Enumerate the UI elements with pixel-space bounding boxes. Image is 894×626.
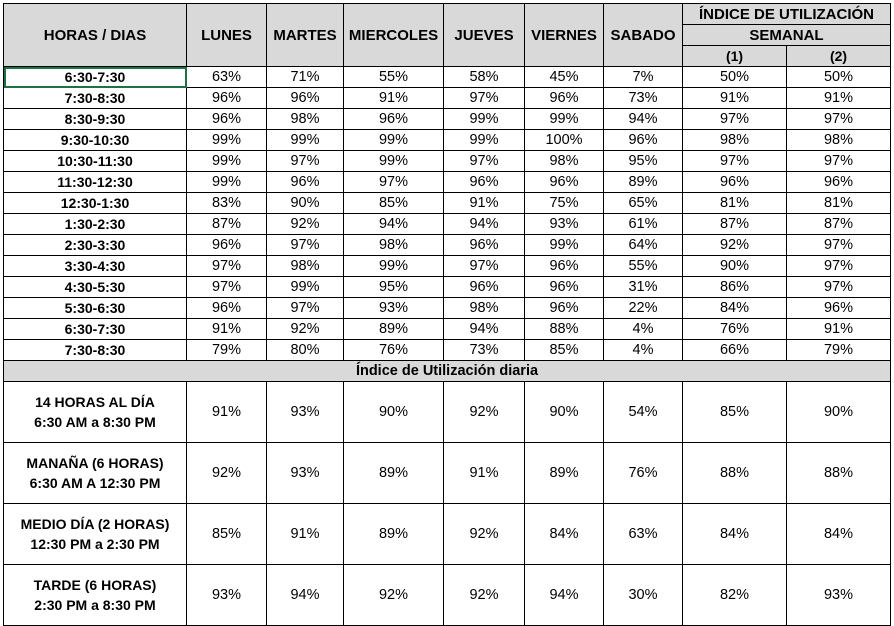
row-label-line2: 12:30 PM a 2:30 PM [30,536,160,552]
utilization-table [3,3,891,626]
value-cell[interactable]: 99% [444,109,525,130]
value-cell[interactable]: 98% [787,130,891,151]
value-cell[interactable]: 71% [267,67,344,88]
value-cell[interactable]: 96% [525,172,604,193]
header-day-viernes[interactable]: VIERNES [525,4,604,67]
value-cell[interactable]: 91% [444,193,525,214]
row-label-cell[interactable]: 5:30-6:30 [4,298,187,319]
value-cell[interactable]: 81% [787,193,891,214]
row-label-line2: 6:30 AM a 8:30 PM [34,414,156,430]
value-cell[interactable]: 96% [187,235,267,256]
value-cell[interactable]: 89% [604,172,683,193]
value-cell[interactable]: 96% [187,298,267,319]
value-cell[interactable]: 88% [787,443,891,504]
value-cell[interactable]: 97% [787,256,891,277]
row-label-cell[interactable]: 10:30-11:30 [4,151,187,172]
value-cell[interactable]: 96% [267,172,344,193]
value-cell[interactable]: 96% [525,298,604,319]
value-cell[interactable]: 30% [604,565,683,626]
value-cell[interactable]: 96% [344,109,444,130]
value-cell[interactable]: 84% [683,504,787,565]
value-cell[interactable]: 96% [444,277,525,298]
table-row [4,382,891,443]
table-row [4,109,891,130]
value-cell[interactable]: 54% [604,382,683,443]
row-label-cell[interactable]: 12:30-1:30 [4,193,187,214]
header-day-lunes[interactable]: LUNES [187,4,267,67]
daily-section-title[interactable]: Índice de Utilización diaria [4,361,891,382]
header-day-miercoles[interactable]: MIERCOLES [344,4,444,67]
value-cell[interactable]: 97% [683,109,787,130]
value-cell[interactable]: 90% [267,193,344,214]
value-cell[interactable]: 88% [683,443,787,504]
value-cell[interactable]: 93% [787,565,891,626]
value-cell[interactable]: 98% [525,151,604,172]
value-cell[interactable]: 22% [604,298,683,319]
value-cell[interactable]: 86% [683,277,787,298]
value-cell[interactable]: 99% [344,151,444,172]
value-cell[interactable]: 76% [604,443,683,504]
value-cell[interactable]: 89% [344,504,444,565]
value-cell[interactable]: 91% [267,504,344,565]
value-cell[interactable]: 84% [787,504,891,565]
daily-rows [4,382,891,626]
value-cell[interactable]: 79% [187,340,267,361]
value-cell[interactable]: 99% [344,130,444,151]
row-label-cell[interactable]: 2:30-3:30 [4,235,187,256]
value-cell[interactable]: 87% [683,214,787,235]
value-cell[interactable]: 91% [187,382,267,443]
value-cell[interactable]: 97% [787,151,891,172]
value-cell[interactable]: 82% [683,565,787,626]
value-cell[interactable]: 93% [267,382,344,443]
row-label-cell[interactable]: 8:30-9:30 [4,109,187,130]
value-cell[interactable]: 99% [444,130,525,151]
value-cell[interactable]: 98% [344,235,444,256]
value-cell[interactable]: 97% [267,151,344,172]
value-cell[interactable]: 84% [525,504,604,565]
value-cell[interactable]: 83% [187,193,267,214]
row-label-cell[interactable]: 6:30-7:30 [4,319,187,340]
value-cell[interactable]: 94% [344,214,444,235]
value-cell[interactable]: 97% [787,109,891,130]
value-cell[interactable]: 93% [267,443,344,504]
value-cell[interactable]: 98% [267,256,344,277]
row-label-cell[interactable]: 6:30-7:30 [4,67,187,88]
row-label-line1: 14 HORAS AL DÍA [35,394,155,410]
row-label-cell[interactable]: 7:30-8:30 [4,340,187,361]
row-label-line1: MEDIO DÍA (2 HORAS) [20,516,170,532]
value-cell[interactable]: 98% [683,130,787,151]
value-cell[interactable]: 97% [444,88,525,109]
value-cell[interactable]: 99% [267,130,344,151]
row-label-cell[interactable] [4,382,187,443]
value-cell[interactable]: 96% [604,130,683,151]
value-cell[interactable]: 80% [267,340,344,361]
value-cell[interactable]: 58% [444,67,525,88]
value-cell[interactable]: 50% [787,67,891,88]
value-cell[interactable]: 93% [187,565,267,626]
table-row [4,443,891,504]
value-cell[interactable]: 99% [525,235,604,256]
value-cell[interactable]: 85% [344,193,444,214]
value-cell[interactable]: 93% [525,214,604,235]
value-cell[interactable]: 55% [604,256,683,277]
table-row [4,235,891,256]
row-label-cell[interactable]: 9:30-10:30 [4,130,187,151]
row-label-cell[interactable]: 3:30-4:30 [4,256,187,277]
value-cell[interactable]: 99% [344,256,444,277]
value-cell[interactable]: 4% [604,319,683,340]
value-cell[interactable]: 94% [525,565,604,626]
value-cell[interactable]: 96% [525,277,604,298]
value-cell[interactable]: 97% [187,256,267,277]
header-day-sabado[interactable]: SABADO [604,4,683,67]
value-cell[interactable]: 73% [444,340,525,361]
row-label-line1: TARDE (6 HORAS) [33,577,157,593]
value-cell[interactable]: 91% [787,88,891,109]
value-cell[interactable]: 97% [787,235,891,256]
value-cell[interactable]: 50% [683,67,787,88]
value-cell[interactable]: 91% [344,88,444,109]
value-cell[interactable]: 63% [187,67,267,88]
value-cell[interactable]: 97% [787,277,891,298]
value-cell[interactable]: 87% [187,214,267,235]
value-cell[interactable]: 91% [187,319,267,340]
value-cell[interactable]: 94% [444,214,525,235]
value-cell[interactable]: 96% [444,172,525,193]
table-row [4,130,891,151]
table-row [4,298,891,319]
table-row [4,277,891,298]
value-cell[interactable]: 97% [444,151,525,172]
value-cell[interactable]: 96% [787,298,891,319]
value-cell[interactable]: 87% [787,214,891,235]
value-cell[interactable]: 65% [604,193,683,214]
table-row [4,504,891,565]
value-cell[interactable]: 98% [444,298,525,319]
table-row [4,151,891,172]
value-cell[interactable]: 97% [683,151,787,172]
row-label-cell[interactable]: 1:30-2:30 [4,214,187,235]
header-index-col-2[interactable]: (2) [787,46,891,67]
value-cell[interactable]: 99% [187,151,267,172]
value-cell[interactable]: 92% [683,235,787,256]
value-cell[interactable]: 96% [187,109,267,130]
value-cell[interactable]: 92% [444,382,525,443]
header-index-title[interactable]: ÍNDICE DE UTILIZACIÓN [683,4,891,25]
value-cell[interactable]: 92% [444,504,525,565]
value-cell[interactable]: 90% [344,382,444,443]
value-cell[interactable]: 92% [344,565,444,626]
row-label-line2: 2:30 PM a 8:30 PM [34,597,156,613]
value-cell[interactable]: 96% [187,88,267,109]
value-cell[interactable]: 100% [525,130,604,151]
value-cell[interactable]: 97% [267,298,344,319]
table-row [4,88,891,109]
value-cell[interactable]: 45% [525,67,604,88]
row-label-cell[interactable] [4,443,187,504]
value-cell[interactable]: 81% [683,193,787,214]
value-cell[interactable]: 92% [267,214,344,235]
value-cell[interactable]: 88% [525,319,604,340]
row-label-line2: 6:30 AM A 12:30 PM [29,475,161,491]
value-cell[interactable]: 90% [525,382,604,443]
value-cell[interactable]: 95% [604,151,683,172]
value-cell[interactable]: 94% [604,109,683,130]
value-cell[interactable]: 64% [604,235,683,256]
row-label-line1: MANAÑA (6 HORAS) [26,455,164,471]
value-cell[interactable]: 91% [683,88,787,109]
value-cell[interactable]: 94% [267,565,344,626]
value-cell[interactable]: 99% [187,130,267,151]
table-row [4,172,891,193]
value-cell[interactable]: 94% [444,319,525,340]
table-row [4,67,891,88]
value-cell[interactable]: 61% [604,214,683,235]
value-cell[interactable]: 85% [525,340,604,361]
value-cell[interactable]: 7% [604,67,683,88]
value-cell[interactable]: 91% [787,319,891,340]
value-cell[interactable]: 98% [267,109,344,130]
header-index-col-1[interactable]: (1) [683,46,787,67]
value-cell[interactable]: 97% [267,235,344,256]
value-cell[interactable]: 97% [444,256,525,277]
value-cell[interactable]: 75% [525,193,604,214]
value-cell[interactable]: 97% [187,277,267,298]
value-cell[interactable]: 85% [187,504,267,565]
row-label-cell[interactable] [4,565,187,626]
hourly-rows [4,67,891,361]
value-cell[interactable]: 96% [787,172,891,193]
value-cell[interactable]: 91% [444,443,525,504]
value-cell[interactable]: 84% [683,298,787,319]
table-row [4,340,891,361]
header-day-jueves[interactable]: JUEVES [444,4,525,67]
value-cell[interactable]: 97% [344,172,444,193]
value-cell[interactable]: 66% [683,340,787,361]
value-cell[interactable]: 79% [787,340,891,361]
value-cell[interactable]: 73% [604,88,683,109]
value-cell[interactable]: 89% [344,443,444,504]
table-row [4,193,891,214]
value-cell[interactable]: 93% [344,298,444,319]
value-cell[interactable]: 99% [187,172,267,193]
table-row [4,319,891,340]
value-cell[interactable]: 90% [787,382,891,443]
header-horas-dias[interactable]: HORAS / DIAS [4,4,187,67]
value-cell[interactable]: 31% [604,277,683,298]
header-day-martes[interactable]: MARTES [267,4,344,67]
row-label-cell[interactable]: 4:30-5:30 [4,277,187,298]
row-label-cell[interactable]: 7:30-8:30 [4,88,187,109]
table-row [4,256,891,277]
value-cell[interactable]: 55% [344,67,444,88]
table-row [4,214,891,235]
utilization-sheet [3,3,891,626]
value-cell[interactable]: 99% [267,277,344,298]
table-row [4,565,891,626]
value-cell[interactable]: 76% [344,340,444,361]
value-cell[interactable]: 96% [525,88,604,109]
row-label-cell[interactable] [4,504,187,565]
value-cell[interactable]: 76% [683,319,787,340]
row-label-cell[interactable]: 11:30-12:30 [4,172,187,193]
value-cell[interactable]: 96% [525,256,604,277]
value-cell[interactable]: 92% [267,319,344,340]
value-cell[interactable]: 92% [444,565,525,626]
header-index-subtitle[interactable]: SEMANAL [683,25,891,46]
value-cell[interactable]: 96% [683,172,787,193]
value-cell[interactable]: 99% [525,109,604,130]
value-cell[interactable]: 4% [604,340,683,361]
value-cell[interactable]: 96% [444,235,525,256]
value-cell[interactable]: 90% [683,256,787,277]
value-cell[interactable]: 89% [525,443,604,504]
value-cell[interactable]: 85% [683,382,787,443]
value-cell[interactable]: 92% [187,443,267,504]
value-cell[interactable]: 96% [267,88,344,109]
value-cell[interactable]: 89% [344,319,444,340]
value-cell[interactable]: 95% [344,277,444,298]
value-cell[interactable]: 63% [604,504,683,565]
